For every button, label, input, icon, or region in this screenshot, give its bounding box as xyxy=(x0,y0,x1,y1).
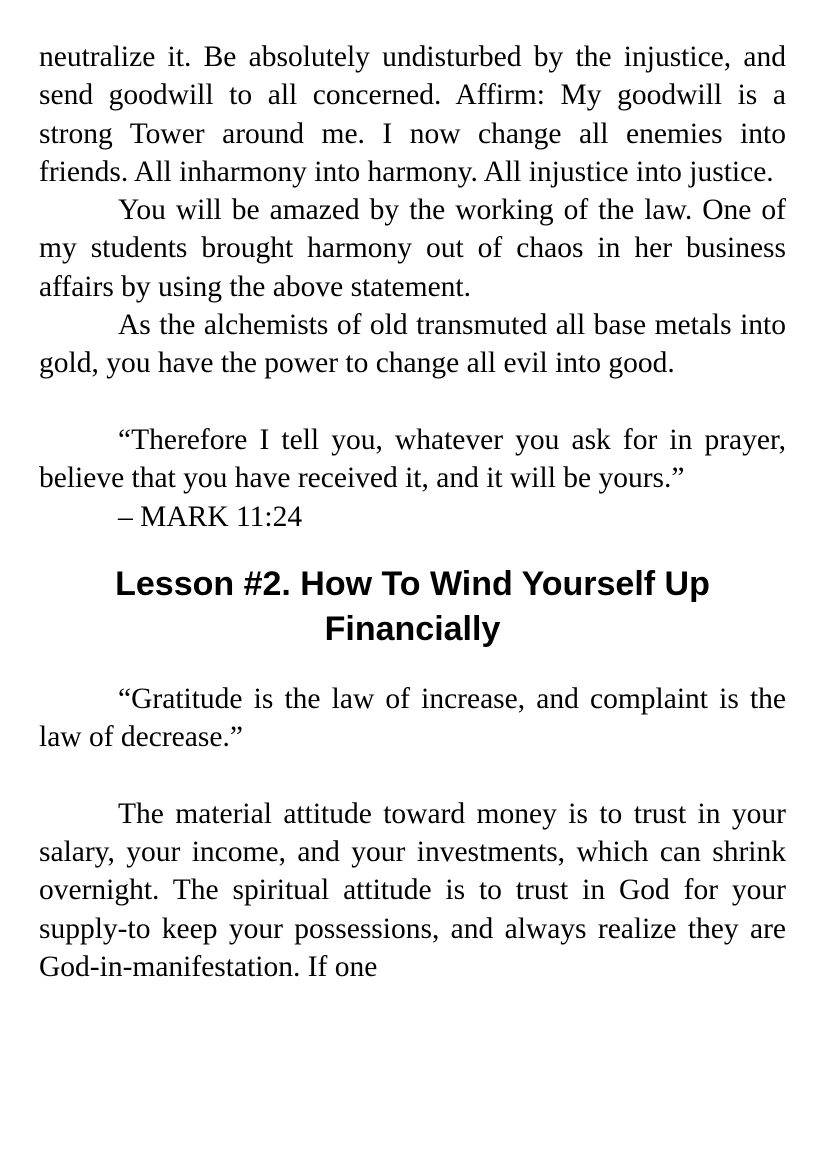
paragraph-working-of-law: You will be amazed by the working of the law. One of my students brought harmony out of chaos in her business affairs by using the above statement. xyxy=(39,194,786,303)
spacer xyxy=(39,383,786,421)
lesson-epigraph: “Gratitude is the law of increase, and complaint is the law of decrease.” xyxy=(39,682,786,754)
spacer xyxy=(39,756,786,794)
page-content xyxy=(39,38,786,986)
lesson-body-paragraph: The material attitude toward money is to trust in your salary, your income, and your investments, which can shrink overnight. The spiritual attitude is to trust in God for your supply-to keep your possessions, and always realize they are God-in-manifestation. If one xyxy=(39,797,786,983)
lesson-heading: Lesson #2. How To Wind Yourself Up Financially xyxy=(115,564,710,648)
paragraph-injustice: neutralize it. Be absolutely undisturbed by the injustice, and send goodwill to all concerned. Affirm: My goodwill is a strong Tower around me. I now change all enemies into friends. All inharmony into harmony. All injustice into justice. xyxy=(39,41,786,188)
paragraph-alchemists: As the alchemists of old transmuted all base metals into gold, you have the power to change all evil into good. xyxy=(39,309,786,380)
scripture-attribution: – MARK 11:24 xyxy=(118,500,303,533)
scripture-quote: “Therefore I tell you, whatever you ask for in prayer, believe that you have received it, and it will be yours.” xyxy=(39,423,786,495)
